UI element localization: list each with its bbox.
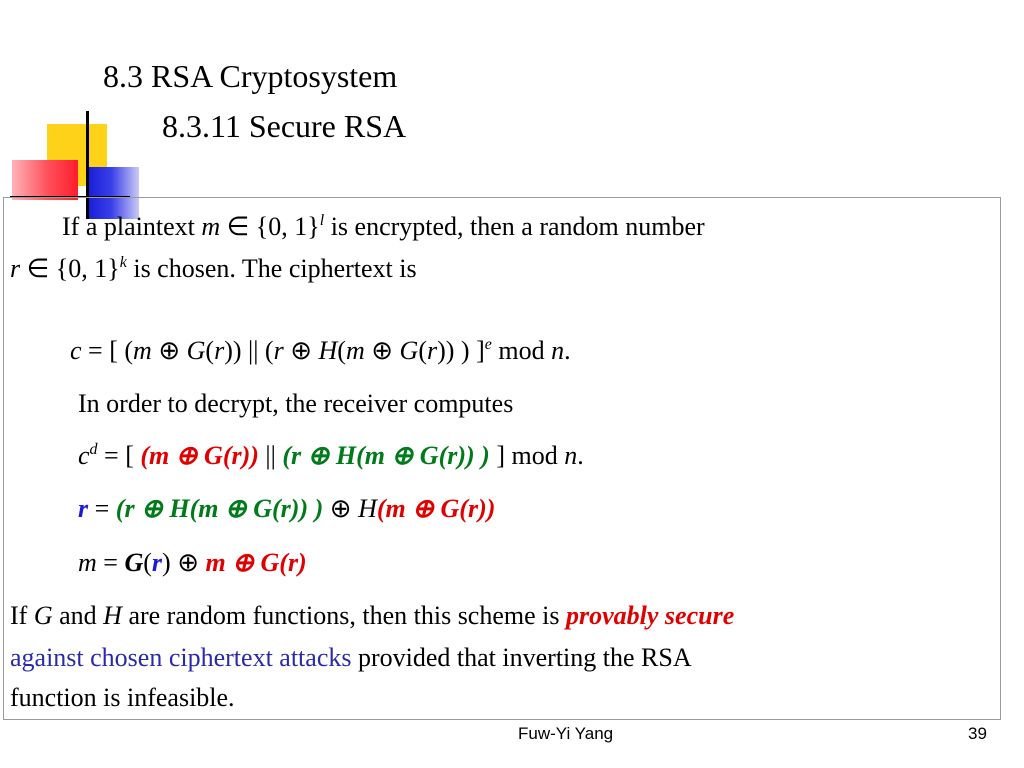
footer-author: Fuw-Yi Yang	[518, 724, 614, 743]
conclusion-line-2: against chosen ciphertext attacks provided that inverting the RSA	[10, 643, 692, 672]
r-recovery-equation: r = (r ⊕ H(m ⊕ G(r)) ) ⊕ H(m ⊕ G(r))	[78, 494, 496, 523]
decrypt-intro: In order to decrypt, the receiver computes	[78, 389, 514, 418]
decryption-equation: $c^d$ = [ (m ⊕ G(r)) || (r ⊕ H(m ⊕ G(r)) ) ] mod n.	[78, 441, 584, 470]
slide-title: 8.3 RSA Cryptosystem	[103, 58, 398, 94]
chosen-ciphertext-phrase: against chosen ciphertext attacks	[10, 643, 352, 672]
ciphertext-equation: c = [ (m ⊕ G(r)) || (r ⊕ H(m ⊕ G(r)) ) ]$^e$ mod n.	[70, 336, 571, 365]
random-number-sentence: r ∈ {0, 1}$^k$ is chosen. The ciphertext is	[10, 254, 417, 283]
m-recovery-equation: m = G(r) ⊕ m ⊕ G(r)	[78, 548, 307, 577]
plaintext-sentence: If a plaintext m ∈ {0, 1}$^l$ is encrypted, then a random number	[62, 212, 705, 241]
page-number: 39	[968, 724, 987, 743]
red-square-decoration	[12, 160, 78, 200]
conclusion-line-3: function is infeasible.	[10, 683, 235, 712]
provably-secure-emphasis: provably secure	[566, 601, 735, 630]
slide-subtitle: 8.3.11 Secure RSA	[162, 108, 407, 144]
conclusion-line-1: If G and H are random functions, then this scheme is provably secure	[10, 601, 735, 630]
